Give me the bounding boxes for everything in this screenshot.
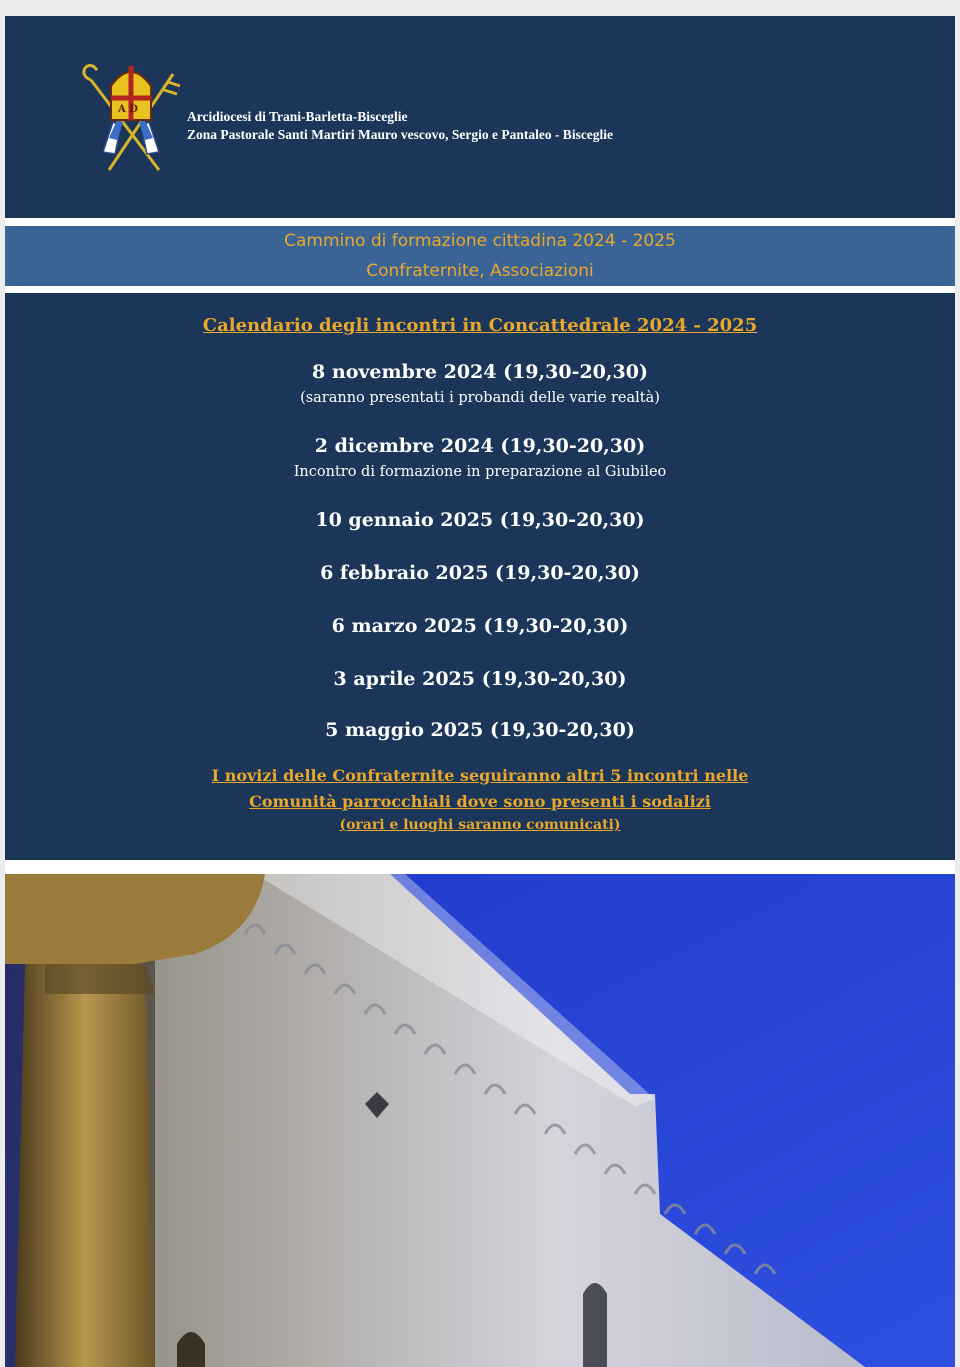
meeting-date: 10 gennaio 2025 (19,30-20,30) <box>315 509 645 531</box>
program-title: Cammino di formazione cittadina 2024 - 2025 <box>284 231 676 251</box>
meeting-note: (saranno presentati i probandi delle varie realtà) <box>300 390 660 406</box>
program-band <box>5 226 955 286</box>
meeting-date: 3 aprile 2025 (19,30-20,30) <box>333 668 627 690</box>
meeting-date: 6 febbraio 2025 (19,30-20,30) <box>320 562 640 584</box>
novices-note-line1: I novizi delle Confraternite seguiranno altri 5 incontri nelle <box>211 766 749 785</box>
meeting-date: 5 maggio 2025 (19,30-20,30) <box>325 719 635 741</box>
cathedral-photo <box>5 874 955 1367</box>
archdiocese-name: Arcidiocesi di Trani-Barletta-Bisceglie <box>187 109 408 124</box>
novices-note-line3: (orari e luoghi saranno comunicati) <box>339 817 621 833</box>
meeting-date: 2 dicembre 2024 (19,30-20,30) <box>314 435 646 457</box>
calendar-title: Calendario degli incontri in Concattedrale 2024 - 2025 <box>202 315 758 336</box>
header <box>5 16 955 218</box>
meeting-date: 8 novembre 2024 (19,30-20,30) <box>312 361 648 383</box>
calendar-section <box>5 293 955 860</box>
diocese-coat-of-arms-icon <box>73 60 189 178</box>
meeting-date: 6 marzo 2025 (19,30-20,30) <box>331 615 629 637</box>
meeting-note: Incontro di formazione in preparazione al Giubileo <box>293 464 667 480</box>
cathedral-illustration <box>5 874 955 1367</box>
organization-name <box>187 108 613 144</box>
svg-text:A D: A D <box>118 104 138 115</box>
pastoral-zone-name: Zona Pastorale Santi Martiri Mauro vescovo, Sergio e Pantaleo - Bisceglie <box>187 127 614 142</box>
program-audience: Confraternite, Associazioni <box>366 261 594 281</box>
flyer-page <box>5 16 955 1367</box>
novices-note-line2: Comunità parrocchiali dove sono presenti i sodalizi <box>249 792 711 811</box>
